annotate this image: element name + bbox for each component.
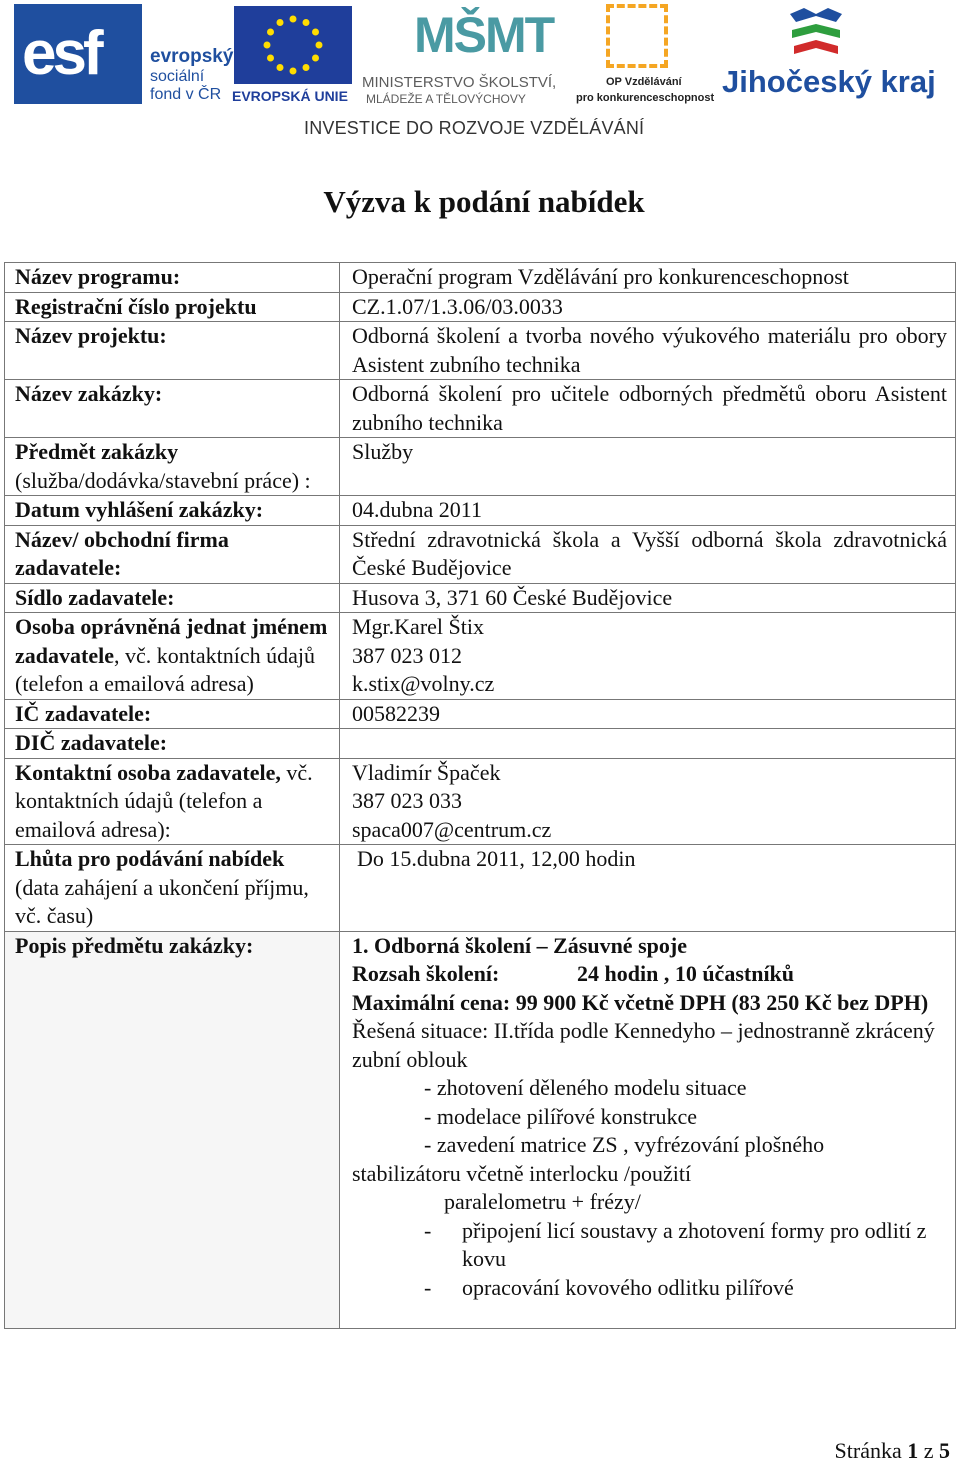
table-row: [5, 729, 956, 759]
value-datum: 04.dubna 2011: [340, 496, 956, 526]
value-kontakt-name: Vladimír Špaček: [352, 759, 501, 785]
logo-bar: [0, 0, 960, 150]
page-footer: [835, 1438, 950, 1464]
label-firma: Název/ obchodní firma zadavatele:: [5, 525, 340, 583]
value-osoba-phone: 387 023 012: [352, 642, 462, 668]
popis-item5-dash: -: [424, 1274, 432, 1300]
eu-flag-icon: [234, 6, 352, 84]
popis-rozsah-value: 24 hodin , 10 účastníků: [577, 961, 795, 986]
label-reg: Registrační číslo projektu: [5, 292, 340, 322]
msmt-line1: MINISTERSTVO ŠKOLSTVÍ,: [362, 74, 557, 91]
footer-page: 1: [907, 1438, 919, 1463]
op-logo: [576, 4, 715, 108]
footer-total: 5: [939, 1438, 950, 1463]
table-row: [5, 931, 956, 1328]
op-line1: OP Vzdělávání: [606, 76, 682, 88]
popis-rozsah-label: Rozsah školení:: [352, 961, 500, 986]
table-row: [5, 613, 956, 700]
esf-mark: esf: [22, 19, 100, 88]
label-datum: Datum vyhlášení zakázky:: [5, 496, 340, 526]
label-ic: IČ zadavatele:: [5, 699, 340, 729]
value-dic: [340, 729, 956, 759]
label-predmet: [5, 438, 340, 496]
table-row: [5, 758, 956, 845]
label-osoba-bold: Osoba oprávněná jednat jménem zadavatele: [15, 614, 328, 668]
page-title: Výzva k podání nabídek: [323, 184, 645, 219]
table-row: [5, 380, 956, 438]
table-row: [5, 438, 956, 496]
value-predmet: Služby: [340, 438, 956, 496]
popis-item3-cont: stabilizátoru včetně interlocku /použití: [352, 1160, 692, 1186]
info-table: [4, 262, 956, 1329]
table-row: [5, 583, 956, 613]
value-zakazka: Odborná školení pro učitele odborných předmětů oboru Asistent zubního technika: [340, 380, 956, 438]
popis-item1: - zhotovení děleného modelu situace: [424, 1075, 747, 1100]
popis-item4: [352, 1217, 947, 1274]
popis-item2: - modelace pilířové konstrukce: [424, 1103, 698, 1129]
op-line2: pro konkurenceschopnost: [576, 92, 715, 104]
popis-rozsah: [352, 960, 947, 989]
value-projekt: Odborná školení a tvorba nového výukového materiálu pro obory Asistent zubního technika: [340, 322, 956, 380]
label-lhuta: [5, 845, 340, 932]
value-osoba-email: k.stix@volny.cz: [352, 671, 495, 696]
popis-heading: 1. Odborná školení – Zásuvné spoje: [352, 932, 687, 958]
table-row: [5, 845, 956, 932]
label-osoba-rest: , vč. kontaktních údajů (telefon a emailová adresa): [15, 642, 315, 696]
label-sidlo: Sídlo zadavatele:: [5, 583, 340, 613]
label-dic: DIČ zadavatele:: [5, 729, 340, 759]
label-lhuta-rest: (data zahájení a ukončení příjmu, vč. času): [15, 874, 309, 928]
footer-mid: z: [918, 1438, 939, 1463]
label-kontakt: [5, 758, 340, 845]
value-popis: [340, 931, 956, 1328]
popis-item5-text: opracování kovového odlitku pilířové: [462, 1274, 794, 1300]
msmt-mark: MŠMT: [414, 7, 554, 63]
msmt-logo: [362, 6, 574, 106]
table-row: [5, 292, 956, 322]
value-osoba: [340, 613, 956, 700]
label-projekt: Název projektu:: [5, 322, 340, 380]
label-popis: Popis předmětu zakázky:: [5, 931, 340, 1328]
value-reg: CZ.1.07/1.3.06/03.0033: [340, 292, 956, 322]
value-osoba-name: Mgr.Karel Štix: [352, 614, 484, 639]
popis-item4-dash: -: [424, 1217, 432, 1243]
esf-line2: sociální: [150, 68, 205, 85]
label-program: Název programu:: [5, 263, 340, 293]
kraj-emblem-icon: [786, 6, 846, 62]
table-row: [5, 263, 956, 293]
popis-cena: Maximální cena: 99 900 Kč včetně DPH (83 250 Kč bez DPH): [352, 989, 929, 1015]
label-lhuta-bold: Lhůta pro podávání nabídek: [15, 846, 285, 871]
label-predmet-rest: (služba/dodávka/stavební práce) :: [15, 467, 311, 493]
eu-logo: [232, 6, 356, 106]
esf-logo: [14, 4, 234, 104]
popis-item3: - zavedení matrice ZS , vyfrézování plošného: [424, 1132, 825, 1157]
label-predmet-bold: Předmět zakázky: [15, 439, 179, 464]
popis-item5: [352, 1274, 947, 1303]
table-row: [5, 496, 956, 526]
value-kontakt: [340, 758, 956, 845]
label-osoba: [5, 613, 340, 700]
label-kontakt-rest: vč. kontaktních údajů (telefon a emailová adresa):: [15, 759, 313, 842]
table-row: [5, 525, 956, 583]
invest-slogan: INVESTICE DO ROZVOJE VZDĚLÁVÁNÍ: [304, 118, 645, 138]
value-kontakt-email: spaca007@centrum.cz: [352, 816, 552, 842]
msmt-line2: MLÁDEŽE A TĚLOVÝCHOVY: [366, 92, 526, 106]
eu-label: EVROPSKÁ UNIE: [232, 88, 348, 104]
value-lhuta: Do 15.dubna 2011, 12,00 hodin: [340, 845, 956, 932]
table-row: [5, 699, 956, 729]
popis-situace: Řešená situace: II.třída podle Kennedyho – jednostranně zkrácený zubní oblouk: [352, 1018, 935, 1072]
kraj-logo: [720, 4, 952, 108]
value-firma: Střední zdravotnická škola a Vyšší odborná škola zdravotnická České Budějovice: [340, 525, 956, 583]
esf-line1: evropský: [150, 46, 234, 67]
value-kontakt-phone: 387 023 033: [352, 788, 462, 813]
popis-item4-text: připojení licí soustavy a zhotovení formy pro odlití z kovu: [462, 1217, 927, 1271]
label-kontakt-bold: Kontaktní osoba zadavatele,: [15, 759, 281, 785]
value-ic: 00582239: [340, 699, 956, 729]
value-program: Operační program Vzdělávání pro konkurenceschopnost: [340, 263, 956, 293]
label-zakazka: Název zakázky:: [5, 380, 340, 438]
esf-line3: fond v ČR: [150, 86, 222, 103]
table-row: [5, 322, 956, 380]
popis-item3-cont2: paralelometru + frézy/: [444, 1189, 641, 1214]
value-sidlo: Husova 3, 371 60 České Budějovice: [340, 583, 956, 613]
op-frame-icon: [606, 4, 668, 68]
kraj-name: Jihočeský kraj: [722, 64, 936, 99]
footer-prefix: Stránka: [834, 1438, 908, 1463]
